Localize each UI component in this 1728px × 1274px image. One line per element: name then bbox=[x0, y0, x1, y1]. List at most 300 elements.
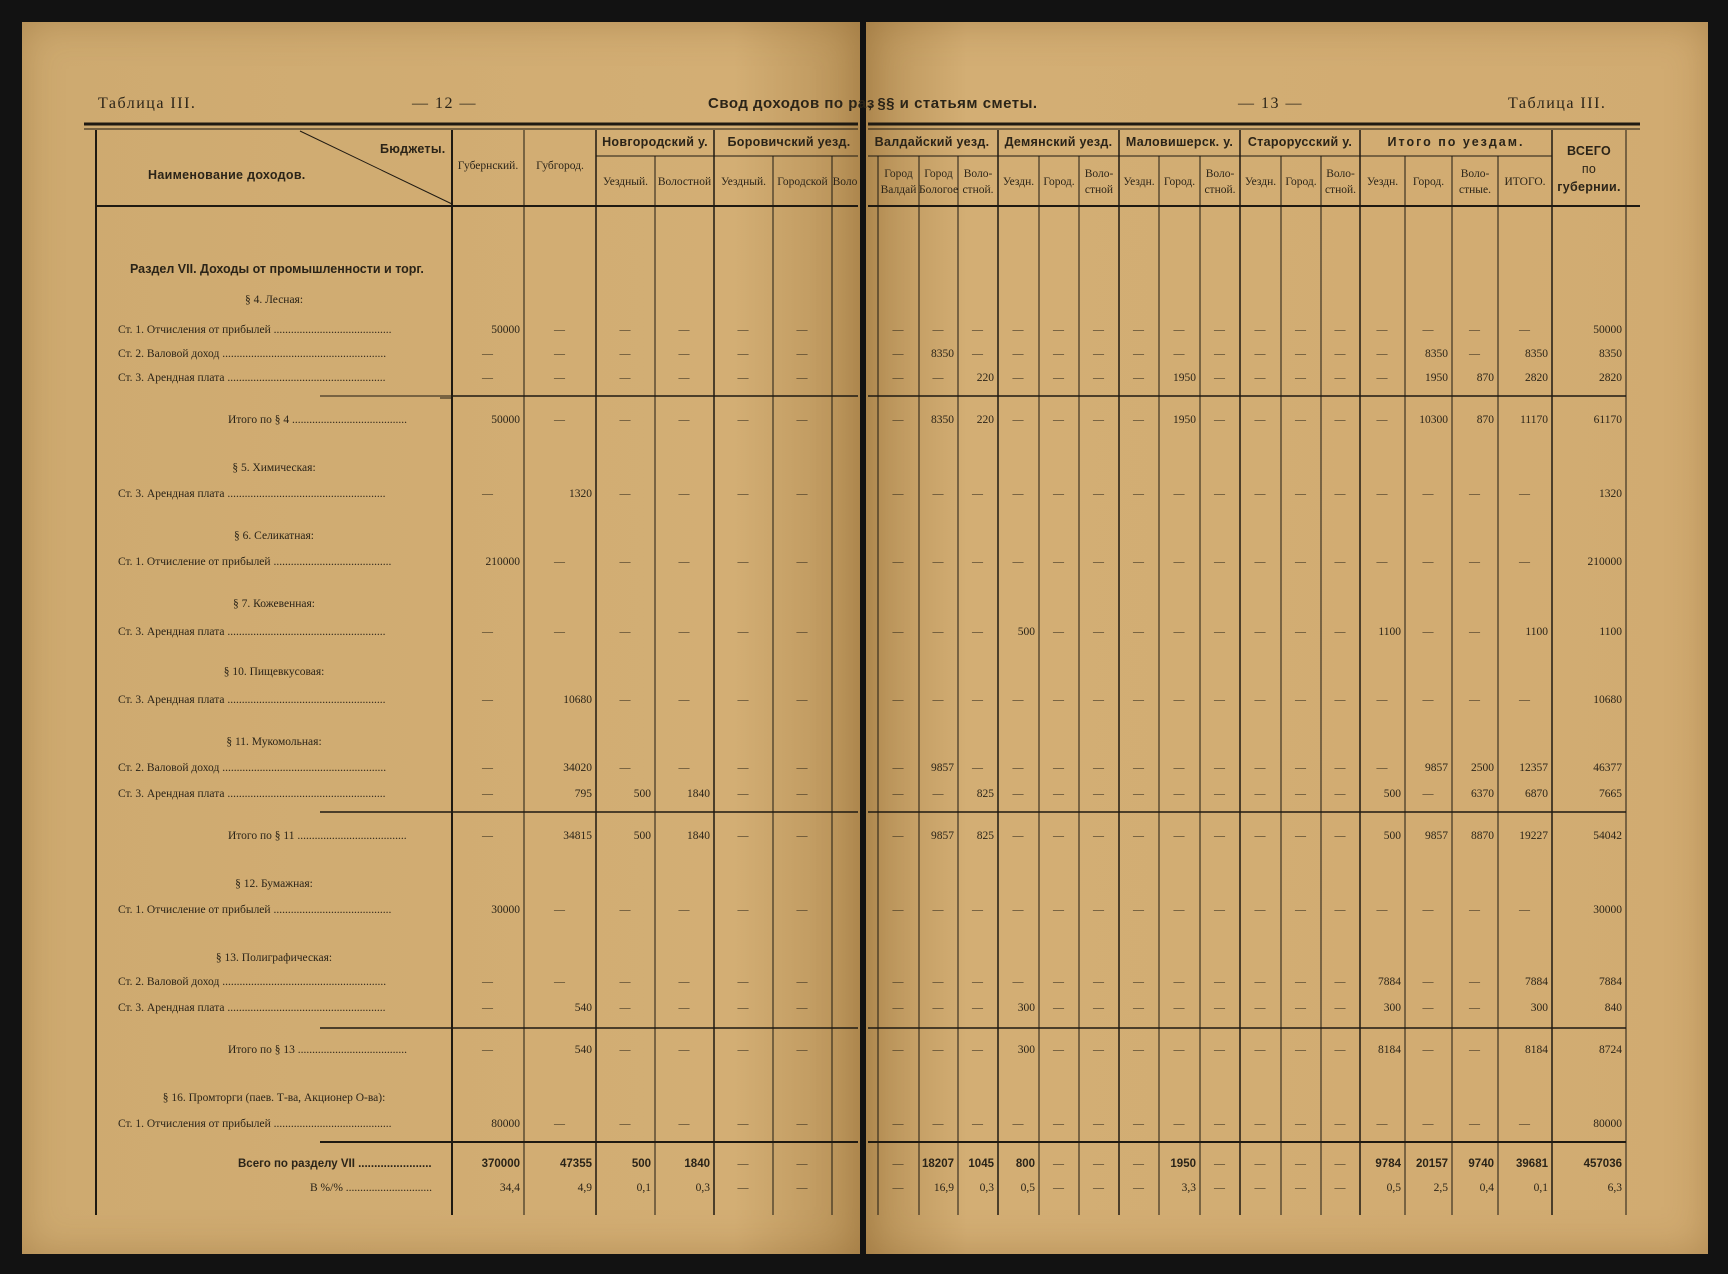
cell-dash: — bbox=[737, 1118, 749, 1130]
cell-dash: — bbox=[1012, 348, 1024, 360]
col-bologoe-l2: Бологое bbox=[919, 184, 959, 196]
cell-dash: — bbox=[1254, 830, 1266, 842]
cell-dash: — bbox=[1334, 324, 1346, 336]
cell-dash: — bbox=[1214, 976, 1225, 988]
cell-dash: — bbox=[554, 372, 565, 384]
cell-value: 0,1 bbox=[1533, 1182, 1548, 1194]
cell-dash: — bbox=[737, 904, 749, 916]
cell-value: 8724 bbox=[1599, 1044, 1622, 1056]
cell-dash: — bbox=[892, 556, 904, 568]
cell-dash: — bbox=[1133, 694, 1144, 706]
cell-dash: — bbox=[1214, 414, 1225, 426]
group-demyansk: Демянский уезд. bbox=[1004, 135, 1113, 149]
cell-dash: — bbox=[1376, 694, 1388, 706]
cell-value: 39681 bbox=[1516, 1158, 1548, 1170]
cell-value: 870 bbox=[1476, 372, 1494, 384]
cell-value: 1100 bbox=[1525, 626, 1548, 638]
cell-dash: — bbox=[1214, 904, 1225, 916]
cell-dash: — bbox=[554, 348, 565, 360]
cell-value: 1950 bbox=[1170, 1158, 1196, 1170]
cell-dash: — bbox=[1295, 788, 1306, 800]
cell-dash: — bbox=[1469, 1118, 1480, 1130]
cell-dash: — bbox=[737, 830, 749, 842]
page-number-right: — 13 — bbox=[1238, 95, 1303, 112]
cell-dash: — bbox=[482, 348, 493, 360]
cell-dash: — bbox=[1469, 1002, 1480, 1014]
col-star-uezd: Уездн. bbox=[1244, 176, 1277, 188]
cell-dash: — bbox=[1254, 762, 1266, 774]
cell-dash: — bbox=[1334, 976, 1346, 988]
cell-dash: — bbox=[1295, 626, 1306, 638]
cell-value: 54042 bbox=[1593, 830, 1622, 842]
cell-dash: — bbox=[1422, 1118, 1434, 1130]
cell-dash: — bbox=[619, 762, 631, 774]
group-malovishera: Маловишерск. у. bbox=[1125, 135, 1234, 149]
corner-revenue-label: Наименование доходов. bbox=[148, 168, 306, 182]
cell-value: 8184 bbox=[1378, 1044, 1401, 1056]
cell-dash: — bbox=[619, 976, 631, 988]
cell-dash: — bbox=[678, 904, 690, 916]
cell-dash: — bbox=[737, 976, 749, 988]
cell-dash: — bbox=[737, 372, 749, 384]
cell-dash: — bbox=[1133, 372, 1144, 384]
cell-dash: — bbox=[737, 788, 749, 800]
col-valdai-bologoe bbox=[919, 166, 958, 198]
cell-dash: — bbox=[1133, 1182, 1144, 1194]
cell-dash: — bbox=[892, 348, 904, 360]
cell-dash: — bbox=[737, 1044, 749, 1056]
cell-dash: — bbox=[892, 788, 904, 800]
cell-dash: — bbox=[1093, 556, 1104, 568]
cell-value: 2820 bbox=[1525, 372, 1548, 384]
paragraph-heading: § 13. Полиграфическая: bbox=[215, 952, 333, 964]
cell-dash: — bbox=[1093, 1002, 1104, 1014]
cell-dash: — bbox=[737, 694, 749, 706]
cell-dash: — bbox=[892, 830, 904, 842]
cell-dash: — bbox=[1295, 324, 1306, 336]
col-mal-volost bbox=[1200, 166, 1240, 198]
cell-value: 34020 bbox=[563, 762, 592, 774]
cell-dash: — bbox=[1093, 324, 1104, 336]
cell-dash: — bbox=[1173, 324, 1185, 336]
row-label: Ст. 3. Арендная плата ....................................................... bbox=[118, 788, 386, 800]
cell-dash: — bbox=[1254, 694, 1266, 706]
cell-dash: — bbox=[1093, 694, 1104, 706]
cell-dash: — bbox=[1053, 1044, 1064, 1056]
cell-dash: — bbox=[932, 788, 944, 800]
cell-dash: — bbox=[1422, 488, 1434, 500]
cell-dash: — bbox=[1214, 488, 1225, 500]
cell-dash: — bbox=[1469, 488, 1480, 500]
cell-dash: — bbox=[1469, 348, 1480, 360]
cell-value: 9857 bbox=[1425, 762, 1448, 774]
cell-dash: — bbox=[1133, 348, 1144, 360]
cell-dash: — bbox=[1254, 324, 1266, 336]
cell-dash: — bbox=[619, 1002, 631, 1014]
cell-dash: — bbox=[892, 372, 904, 384]
cell-dash: — bbox=[1334, 1044, 1346, 1056]
cell-dash: — bbox=[1469, 1044, 1480, 1056]
cell-dash: — bbox=[796, 1158, 808, 1170]
cell-dash: — bbox=[737, 414, 749, 426]
cell-value: 10680 bbox=[563, 694, 592, 706]
cell-value: 34,4 bbox=[499, 1182, 520, 1194]
cell-value: 870 bbox=[1476, 414, 1494, 426]
corner-budgets-label: Бюджеты. bbox=[380, 142, 446, 156]
table-label-left: Таблица III. bbox=[98, 95, 197, 112]
row-label: Итого по § 13 ...................................... bbox=[228, 1044, 408, 1056]
row-label: Ст. 3. Арендная плата ....................................................... bbox=[118, 694, 386, 706]
cell-dash: — bbox=[1334, 626, 1346, 638]
cell-dash: — bbox=[1053, 1158, 1064, 1170]
cell-dash: — bbox=[1254, 1002, 1266, 1014]
cell-dash: — bbox=[482, 1044, 493, 1056]
cell-dash: — bbox=[1469, 556, 1480, 568]
cell-value: 1840 bbox=[684, 1158, 710, 1170]
cell-dash: — bbox=[554, 1118, 565, 1130]
cell-dash: — bbox=[796, 1002, 808, 1014]
cell-dash: — bbox=[796, 1044, 808, 1056]
cell-value: 10680 bbox=[1593, 694, 1622, 706]
row-label: Итого по § 4 ........................................ bbox=[228, 414, 408, 426]
cell-dash: — bbox=[678, 976, 690, 988]
col-valdai-volost bbox=[958, 166, 998, 198]
cell-dash: — bbox=[1295, 830, 1306, 842]
cell-dash: — bbox=[796, 372, 808, 384]
cell-value: 300 bbox=[1017, 1044, 1035, 1056]
cell-dash: — bbox=[1053, 324, 1064, 336]
cell-dash: — bbox=[1012, 488, 1024, 500]
cell-dash: — bbox=[932, 556, 944, 568]
cell-dash: — bbox=[972, 626, 983, 638]
cell-value: 7665 bbox=[1599, 788, 1622, 800]
cell-dash: — bbox=[1422, 556, 1434, 568]
cell-dash: — bbox=[1376, 556, 1388, 568]
cell-dash: — bbox=[1053, 788, 1064, 800]
cell-dash: — bbox=[619, 904, 631, 916]
col-total-vol-l1: Воло- bbox=[1460, 168, 1490, 180]
cell-dash: — bbox=[1214, 830, 1225, 842]
cell-dash: — bbox=[1133, 788, 1144, 800]
cell-dash: — bbox=[892, 1118, 904, 1130]
cell-dash: — bbox=[1469, 976, 1480, 988]
cell-value: 300 bbox=[1383, 1002, 1401, 1014]
cell-dash: — bbox=[1334, 788, 1346, 800]
cell-value: 2,5 bbox=[1433, 1182, 1448, 1194]
cell-dash: — bbox=[619, 324, 631, 336]
cell-dash: — bbox=[1254, 904, 1266, 916]
cell-dash: — bbox=[737, 324, 749, 336]
col-vsego-line2: по bbox=[1581, 162, 1597, 176]
cell-dash: — bbox=[1133, 904, 1144, 916]
cell-value: 2820 bbox=[1599, 372, 1622, 384]
cell-dash: — bbox=[1295, 348, 1306, 360]
cell-value: 1100 bbox=[1599, 626, 1622, 638]
cell-value: 9784 bbox=[1375, 1158, 1401, 1170]
cell-dash: — bbox=[1295, 1182, 1306, 1194]
cell-value: 9857 bbox=[931, 830, 954, 842]
cell-value: 300 bbox=[1017, 1002, 1035, 1014]
col-nov-uezd: Уездный. bbox=[602, 176, 649, 188]
row-label: Ст. 3. Арендная плата ....................................................... bbox=[118, 1002, 386, 1014]
cell-dash: — bbox=[1053, 556, 1064, 568]
cell-dash: — bbox=[1053, 694, 1064, 706]
col-nov-volost: Волостной bbox=[657, 176, 712, 188]
cell-value: 12357 bbox=[1519, 762, 1548, 774]
cell-value: 300 bbox=[1530, 1002, 1548, 1014]
cell-dash: — bbox=[619, 348, 631, 360]
cell-value: 1320 bbox=[569, 488, 592, 500]
cell-value: 500 bbox=[1017, 626, 1035, 638]
row-label: Всего по разделу VII ....................... bbox=[238, 1158, 432, 1170]
cell-dash: — bbox=[1422, 788, 1434, 800]
page-number-left: — 12 — bbox=[412, 95, 477, 112]
cell-value: 47355 bbox=[560, 1158, 592, 1170]
cell-dash: — bbox=[1214, 372, 1225, 384]
cell-dash: — bbox=[796, 788, 808, 800]
cell-dash: — bbox=[1093, 788, 1104, 800]
cell-dash: — bbox=[1422, 694, 1434, 706]
cell-value: 840 bbox=[1604, 1002, 1622, 1014]
cell-dash: — bbox=[1053, 762, 1064, 774]
col-total-volost bbox=[1452, 166, 1498, 198]
cell-value: 500 bbox=[633, 788, 651, 800]
cell-dash: — bbox=[1133, 626, 1144, 638]
cell-dash: — bbox=[1334, 1182, 1346, 1194]
row-label: Ст. 3. Арендная плата ....................................................... bbox=[118, 372, 386, 384]
cell-value: 825 bbox=[976, 830, 994, 842]
cell-dash: — bbox=[1173, 788, 1185, 800]
cell-dash: — bbox=[1173, 348, 1185, 360]
col-bor-gorod: Городской bbox=[777, 176, 828, 188]
cell-dash: — bbox=[796, 348, 808, 360]
cell-value: 6370 bbox=[1471, 788, 1494, 800]
cell-value: 210000 bbox=[485, 556, 520, 568]
col-guberniya: Губернский. bbox=[457, 160, 519, 172]
cell-dash: — bbox=[1254, 1182, 1266, 1194]
cell-dash: — bbox=[1173, 556, 1185, 568]
cell-dash: — bbox=[1519, 1118, 1530, 1130]
cell-dash: — bbox=[1093, 414, 1104, 426]
cell-value: 1100 bbox=[1378, 626, 1401, 638]
cell-dash: — bbox=[554, 976, 565, 988]
cell-dash: — bbox=[1519, 694, 1530, 706]
row-label: Ст. 2. Валовой доход ......................................................... bbox=[118, 348, 387, 360]
cell-dash: — bbox=[1334, 488, 1346, 500]
cell-dash: — bbox=[554, 324, 565, 336]
cell-dash: — bbox=[1093, 1044, 1104, 1056]
cell-value: 1950 bbox=[1173, 372, 1196, 384]
cell-value: 8184 bbox=[1525, 1044, 1548, 1056]
col-star-vol-l2: стной. bbox=[1324, 184, 1357, 196]
cell-dash: — bbox=[1422, 904, 1434, 916]
cell-dash: — bbox=[1053, 488, 1064, 500]
col-valdai-gorod-l2: Валдай bbox=[880, 184, 917, 196]
cell-value: 7884 bbox=[1378, 976, 1401, 988]
cell-dash: — bbox=[796, 1182, 808, 1194]
page-title-right: , §§ и статьям сметы. bbox=[868, 95, 1038, 112]
cell-dash: — bbox=[1376, 348, 1388, 360]
cell-dash: — bbox=[1422, 976, 1434, 988]
cell-dash: — bbox=[892, 414, 904, 426]
cell-dash: — bbox=[737, 488, 749, 500]
cell-dash: — bbox=[1093, 348, 1104, 360]
cell-dash: — bbox=[1519, 556, 1530, 568]
cell-dash: — bbox=[678, 1118, 690, 1130]
cell-dash: — bbox=[554, 414, 565, 426]
cell-dash: — bbox=[972, 348, 983, 360]
cell-dash: — bbox=[1254, 414, 1266, 426]
cell-dash: — bbox=[1093, 488, 1104, 500]
cell-dash: — bbox=[1422, 1044, 1434, 1056]
cell-dash: — bbox=[619, 372, 631, 384]
cell-dash: — bbox=[482, 830, 493, 842]
cell-value: 9857 bbox=[931, 762, 954, 774]
cell-dash: — bbox=[1422, 324, 1434, 336]
col-star-gorod: Город. bbox=[1285, 176, 1317, 188]
cell-dash: — bbox=[932, 324, 944, 336]
group-valdai: Валдайский уезд. bbox=[874, 135, 990, 149]
cell-dash: — bbox=[1376, 372, 1388, 384]
cell-dash: — bbox=[482, 976, 493, 988]
cell-dash: — bbox=[1173, 626, 1185, 638]
cell-dash: — bbox=[1093, 762, 1104, 774]
cell-dash: — bbox=[1012, 1118, 1024, 1130]
cell-value: 10300 bbox=[1419, 414, 1448, 426]
cell-dash: — bbox=[737, 1182, 749, 1194]
cell-dash: — bbox=[1254, 1118, 1266, 1130]
cell-dash: — bbox=[796, 414, 808, 426]
cell-dash: — bbox=[1254, 976, 1266, 988]
cell-dash: — bbox=[737, 1002, 749, 1014]
row-label: Ст. 2. Валовой доход ......................................................... bbox=[118, 976, 387, 988]
cell-dash: — bbox=[932, 1002, 944, 1014]
cell-dash: — bbox=[678, 1044, 690, 1056]
col-total-gorod: Город. bbox=[1412, 176, 1445, 188]
col-mal-uezd: Уездн. bbox=[1123, 176, 1155, 188]
cell-dash: — bbox=[972, 488, 983, 500]
cell-dash: — bbox=[1133, 414, 1144, 426]
cell-value: 9857 bbox=[1425, 830, 1448, 842]
cell-dash: — bbox=[932, 372, 944, 384]
cell-dash: — bbox=[1093, 830, 1104, 842]
group-total-counties: Итого по уездам. bbox=[1387, 135, 1525, 149]
cell-dash: — bbox=[1053, 976, 1064, 988]
cell-dash: — bbox=[737, 762, 749, 774]
cell-dash: — bbox=[1173, 1002, 1185, 1014]
cell-dash: — bbox=[1214, 556, 1225, 568]
col-bor-volost: Воло bbox=[832, 176, 858, 188]
cell-value: 34815 bbox=[563, 830, 592, 842]
cell-dash: — bbox=[972, 1044, 983, 1056]
cell-value: 80000 bbox=[491, 1118, 520, 1130]
cell-dash: — bbox=[1519, 324, 1530, 336]
cell-value: 7884 bbox=[1525, 976, 1548, 988]
cell-dash: — bbox=[1053, 372, 1064, 384]
cell-dash: — bbox=[932, 976, 944, 988]
cell-dash: — bbox=[1295, 1044, 1306, 1056]
cell-dash: — bbox=[482, 694, 493, 706]
cell-dash: — bbox=[1469, 904, 1480, 916]
cell-dash: — bbox=[1469, 694, 1480, 706]
cell-dash: — bbox=[678, 488, 690, 500]
cell-dash: — bbox=[1295, 694, 1306, 706]
cell-value: 8350 bbox=[1525, 348, 1548, 360]
cell-dash: — bbox=[796, 556, 808, 568]
cell-dash: — bbox=[1012, 904, 1024, 916]
paragraph-heading: § 4. Лесная: bbox=[244, 294, 304, 306]
row-label: Ст. 1. Отчисления от прибылей ......................................... bbox=[118, 1118, 392, 1130]
cell-dash: — bbox=[678, 1002, 690, 1014]
cell-value: 8350 bbox=[931, 414, 954, 426]
cell-dash: — bbox=[1012, 324, 1024, 336]
cell-dash: — bbox=[1295, 372, 1306, 384]
cell-dash: — bbox=[619, 1118, 631, 1130]
cell-value: 0,3 bbox=[695, 1182, 710, 1194]
cell-value: 0,5 bbox=[1386, 1182, 1401, 1194]
cell-value: 8870 bbox=[1471, 830, 1494, 842]
col-total-vol-l2: стные. bbox=[1459, 184, 1491, 196]
cell-dash: — bbox=[892, 1044, 904, 1056]
cell-dash: — bbox=[737, 1158, 749, 1170]
cell-value: 0,4 bbox=[1479, 1182, 1494, 1194]
cell-dash: — bbox=[737, 348, 749, 360]
cell-dash: — bbox=[1012, 976, 1024, 988]
cell-dash: — bbox=[1093, 1182, 1104, 1194]
cell-dash: — bbox=[678, 762, 690, 774]
cell-dash: — bbox=[892, 904, 904, 916]
cell-dash: — bbox=[892, 694, 904, 706]
cell-dash: — bbox=[892, 976, 904, 988]
cell-value: 6870 bbox=[1525, 788, 1548, 800]
cell-dash: — bbox=[892, 1002, 904, 1014]
paragraph-heading: § 11. Мукомольная: bbox=[226, 736, 322, 748]
cell-dash: — bbox=[1093, 976, 1104, 988]
cell-dash: — bbox=[554, 904, 565, 916]
cell-dash: — bbox=[796, 488, 808, 500]
cell-dash: — bbox=[678, 414, 690, 426]
cell-value: 50000 bbox=[1593, 324, 1622, 336]
cell-dash: — bbox=[1254, 788, 1266, 800]
table-label-right: Таблица III. bbox=[1508, 95, 1607, 112]
cell-dash: — bbox=[972, 1002, 983, 1014]
cell-value: 500 bbox=[1383, 788, 1401, 800]
cell-dash: — bbox=[972, 762, 983, 774]
cell-dash: — bbox=[1214, 324, 1225, 336]
cell-value: 220 bbox=[976, 414, 994, 426]
row-label: Ст. 3. Арендная плата ....................................................... bbox=[118, 626, 386, 638]
cell-dash: — bbox=[1053, 1002, 1064, 1014]
cell-dash: — bbox=[1422, 1002, 1434, 1014]
cell-value: 1950 bbox=[1425, 372, 1448, 384]
cell-dash: — bbox=[554, 626, 565, 638]
cell-dash: — bbox=[1012, 414, 1024, 426]
cell-dash: — bbox=[1133, 830, 1144, 842]
cell-dash: — bbox=[1334, 556, 1346, 568]
cell-dash: — bbox=[1053, 626, 1064, 638]
cell-dash: — bbox=[1254, 348, 1266, 360]
cell-value: 1045 bbox=[968, 1158, 994, 1170]
cell-dash: — bbox=[796, 324, 808, 336]
col-valdai-gorod-l1: Город bbox=[884, 168, 913, 180]
cell-dash: — bbox=[1053, 1182, 1064, 1194]
cell-dash: — bbox=[1334, 1118, 1346, 1130]
cell-dash: — bbox=[1214, 348, 1225, 360]
cell-value: 11170 bbox=[1520, 414, 1548, 426]
cell-dash: — bbox=[892, 488, 904, 500]
cell-dash: — bbox=[1295, 904, 1306, 916]
cell-dash: — bbox=[892, 1182, 904, 1194]
